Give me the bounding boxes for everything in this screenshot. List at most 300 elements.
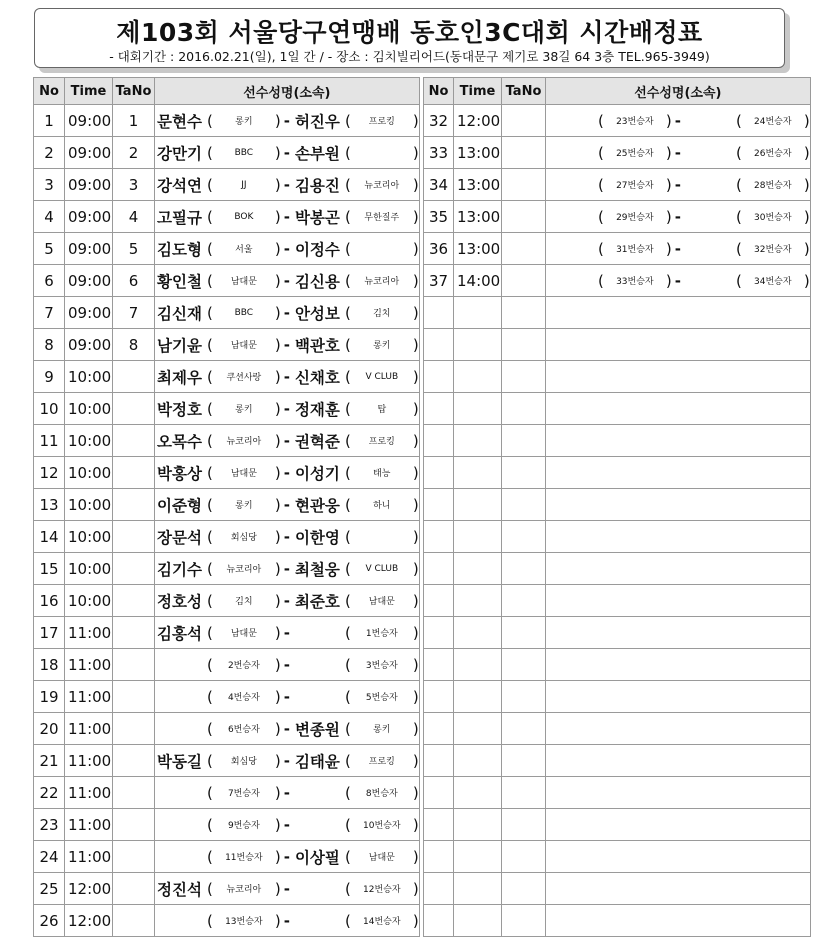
player1-name: 이준형 [157, 496, 202, 515]
table-row [424, 105, 811, 137]
match-players [155, 713, 420, 745]
close-paren: ) [274, 815, 281, 834]
table-number [113, 425, 155, 457]
player1-name: 김기수 [157, 560, 202, 579]
player2-club: 28번승자 [754, 181, 792, 191]
row-number: 36 [424, 233, 454, 265]
player-pair [546, 265, 810, 296]
empty-row [424, 777, 811, 809]
open-paren: ( [344, 239, 351, 258]
open-paren: ( [207, 303, 213, 322]
match-players [546, 137, 811, 169]
player2-club: 프로킹 [368, 117, 395, 127]
empty-cell [502, 873, 546, 905]
player1-club: 롱키 [235, 405, 253, 415]
player2-name: 최준호 [294, 592, 340, 611]
close-paren: ) [274, 495, 281, 514]
close-paren: ) [412, 527, 419, 546]
match-time: 11:00 [65, 745, 113, 777]
empty-cell [424, 553, 454, 585]
close-paren: ) [274, 111, 281, 130]
player2-club: 롱키 [373, 725, 391, 735]
player-pair [155, 201, 419, 232]
col-header-no: No [424, 78, 454, 105]
player2-name: 박봉곤 [294, 208, 340, 227]
row-number: 37 [424, 265, 454, 297]
player1-club: 23번승자 [616, 117, 654, 127]
match-time: 10:00 [65, 489, 113, 521]
close-paren: ) [274, 143, 281, 162]
match-time: 09:00 [65, 201, 113, 233]
row-number: 6 [34, 265, 65, 297]
player1-name: 김도형 [157, 240, 202, 259]
close-paren: ) [412, 207, 419, 226]
versus-dash: - [283, 879, 290, 898]
table-number [502, 201, 546, 233]
player-pair [155, 873, 419, 904]
empty-cell [424, 393, 454, 425]
player-pair [155, 393, 419, 424]
empty-cell [502, 457, 546, 489]
close-paren: ) [412, 271, 419, 290]
table-number [113, 489, 155, 521]
player2-name: 안성보 [294, 304, 340, 323]
table-number [113, 809, 155, 841]
empty-row [424, 521, 811, 553]
match-players [155, 809, 420, 841]
table-number [502, 169, 546, 201]
player2-club: 30번승자 [754, 213, 792, 223]
player1-club: 서울 [235, 245, 253, 255]
player2-club: 10번승자 [363, 821, 401, 831]
open-paren: ( [735, 207, 742, 226]
player-pair [155, 905, 419, 936]
versus-dash: - [283, 367, 290, 386]
match-players [155, 297, 420, 329]
close-paren: ) [412, 591, 419, 610]
open-paren: ( [207, 463, 213, 482]
player1-name: 김홍석 [157, 624, 202, 643]
match-time: 12:00 [65, 873, 113, 905]
player2-name: 현관웅 [294, 496, 340, 515]
close-paren: ) [803, 143, 810, 162]
match-players [155, 425, 420, 457]
table-number [113, 905, 155, 937]
table-row [34, 681, 420, 713]
player1-club: 29번승자 [616, 213, 654, 223]
open-paren: ( [344, 815, 351, 834]
match-players [155, 521, 420, 553]
close-paren: ) [274, 783, 281, 802]
title-box [34, 8, 785, 68]
open-paren: ( [207, 111, 213, 130]
close-paren: ) [274, 399, 281, 418]
close-paren: ) [412, 623, 419, 642]
player-pair [155, 489, 419, 520]
player1-club: BBC [234, 307, 254, 318]
player1-name: 고필규 [157, 208, 202, 227]
table-row [34, 265, 420, 297]
player1-name: 문현수 [157, 112, 202, 131]
empty-cell [546, 297, 811, 329]
close-paren: ) [412, 143, 419, 162]
open-paren: ( [207, 495, 213, 514]
close-paren: ) [412, 719, 419, 738]
player-pair [546, 137, 810, 168]
match-players [546, 169, 811, 201]
match-players [155, 265, 420, 297]
empty-cell [454, 809, 502, 841]
open-paren: ( [207, 719, 213, 738]
table-number [113, 745, 155, 777]
empty-cell [424, 297, 454, 329]
player2-club: 태능 [373, 469, 391, 479]
player2-club: 김치 [373, 309, 391, 319]
player1-club: 남대문 [230, 629, 257, 639]
empty-row [424, 425, 811, 457]
open-paren: ( [207, 687, 213, 706]
player1-name: 오목수 [157, 432, 202, 451]
table-row [34, 361, 420, 393]
player2-club: 뉴코리아 [364, 277, 400, 287]
empty-cell [424, 841, 454, 873]
table-number: 1 [113, 105, 155, 137]
col-header-players: 선수성명(소속) [155, 78, 420, 105]
empty-cell [546, 841, 811, 873]
player1-club: 27번승자 [616, 181, 654, 191]
versus-dash: - [674, 207, 681, 226]
row-number: 21 [34, 745, 65, 777]
empty-cell [454, 297, 502, 329]
open-paren: ( [207, 335, 213, 354]
table-number [113, 521, 155, 553]
open-paren: ( [207, 399, 213, 418]
open-paren: ( [598, 239, 604, 258]
match-time: 09:00 [65, 297, 113, 329]
empty-cell [502, 329, 546, 361]
open-paren: ( [344, 719, 351, 738]
table-number [113, 553, 155, 585]
player2-club: 12번승자 [363, 885, 401, 895]
close-paren: ) [274, 687, 281, 706]
row-number: 18 [34, 649, 65, 681]
player2-club: 프로킹 [368, 437, 395, 447]
player1-club: 남대문 [230, 277, 257, 287]
versus-dash: - [283, 175, 290, 194]
table-row [34, 201, 420, 233]
player-pair [155, 521, 419, 552]
player-pair [546, 105, 810, 136]
close-paren: ) [274, 911, 281, 930]
row-number: 20 [34, 713, 65, 745]
open-paren: ( [207, 815, 213, 834]
match-players [155, 745, 420, 777]
empty-cell [546, 777, 811, 809]
open-paren: ( [207, 239, 213, 258]
empty-cell [424, 489, 454, 521]
match-players [546, 233, 811, 265]
player2-name: 김용진 [294, 176, 340, 195]
player2-name: 정재훈 [294, 400, 340, 419]
player-pair [155, 425, 419, 456]
empty-row [424, 809, 811, 841]
empty-row [424, 297, 811, 329]
empty-cell [424, 745, 454, 777]
row-number: 11 [34, 425, 65, 457]
table-row [34, 745, 420, 777]
table-number [502, 105, 546, 137]
empty-cell [454, 649, 502, 681]
close-paren: ) [274, 879, 281, 898]
open-paren: ( [207, 783, 213, 802]
player-pair [546, 169, 810, 200]
player1-name: 최제우 [157, 368, 202, 387]
row-number: 24 [34, 841, 65, 873]
empty-cell [454, 873, 502, 905]
open-paren: ( [344, 143, 351, 162]
player1-name: 정진석 [157, 880, 202, 899]
versus-dash: - [283, 655, 290, 674]
match-time: 10:00 [65, 521, 113, 553]
empty-cell [502, 617, 546, 649]
empty-row [424, 457, 811, 489]
empty-cell [502, 681, 546, 713]
player1-club: 뉴코리아 [226, 885, 262, 895]
empty-cell [424, 329, 454, 361]
table-row [34, 489, 420, 521]
empty-cell [502, 521, 546, 553]
versus-dash: - [283, 207, 290, 226]
match-time: 11:00 [65, 617, 113, 649]
empty-cell [502, 777, 546, 809]
open-paren: ( [207, 911, 213, 930]
row-number: 9 [34, 361, 65, 393]
player-pair [155, 233, 419, 264]
player2-club: 34번승자 [754, 277, 792, 287]
empty-cell [424, 777, 454, 809]
row-number: 19 [34, 681, 65, 713]
open-paren: ( [207, 559, 213, 578]
match-time: 13:00 [454, 201, 502, 233]
close-paren: ) [412, 879, 419, 898]
open-paren: ( [598, 111, 604, 130]
match-time: 10:00 [65, 585, 113, 617]
player1-club: 뉴코리아 [226, 565, 262, 575]
empty-row [424, 713, 811, 745]
player2-club: V CLUB [365, 563, 399, 574]
table-number: 5 [113, 233, 155, 265]
col-header-no: No [34, 78, 65, 105]
player2-club: 24번승자 [754, 117, 792, 127]
open-paren: ( [207, 591, 213, 610]
versus-dash: - [283, 303, 290, 322]
empty-cell [546, 425, 811, 457]
close-paren: ) [412, 655, 419, 674]
match-players [155, 553, 420, 585]
row-number: 26 [34, 905, 65, 937]
close-paren: ) [412, 783, 419, 802]
empty-row [424, 841, 811, 873]
open-paren: ( [207, 879, 213, 898]
player2-club: 무한질주 [364, 213, 400, 223]
schedule-table-left [33, 77, 420, 937]
empty-cell [546, 809, 811, 841]
player1-club: 11번승자 [225, 853, 263, 863]
versus-dash: - [283, 239, 290, 258]
table-number [113, 649, 155, 681]
player1-name: 김신재 [157, 304, 202, 323]
empty-cell [502, 393, 546, 425]
table-row [34, 137, 420, 169]
table-row [34, 777, 420, 809]
open-paren: ( [344, 655, 351, 674]
match-time: 10:00 [65, 393, 113, 425]
match-players [546, 105, 811, 137]
versus-dash: - [674, 111, 681, 130]
empty-row [424, 745, 811, 777]
player-pair [155, 137, 419, 168]
table-row [424, 233, 811, 265]
close-paren: ) [412, 367, 419, 386]
player1-name: 장문석 [157, 528, 202, 547]
versus-dash: - [283, 463, 290, 482]
empty-cell [424, 873, 454, 905]
match-time: 11:00 [65, 841, 113, 873]
empty-cell [454, 329, 502, 361]
open-paren: ( [735, 143, 742, 162]
empty-cell [502, 713, 546, 745]
open-paren: ( [344, 111, 351, 130]
versus-dash: - [283, 783, 290, 802]
player-pair [155, 777, 419, 808]
player1-name: 남기윤 [157, 336, 202, 355]
table-row [34, 553, 420, 585]
open-paren: ( [344, 207, 351, 226]
close-paren: ) [412, 335, 419, 354]
player1-club: 남대문 [230, 341, 257, 351]
close-paren: ) [412, 687, 419, 706]
match-time: 13:00 [454, 137, 502, 169]
open-paren: ( [207, 271, 213, 290]
player2-club: 14번승자 [363, 917, 401, 927]
empty-cell [424, 649, 454, 681]
empty-row [424, 393, 811, 425]
close-paren: ) [274, 719, 281, 738]
empty-cell [502, 297, 546, 329]
close-paren: ) [412, 463, 419, 482]
player2-club: 남대문 [368, 853, 395, 863]
empty-cell [546, 873, 811, 905]
row-number: 3 [34, 169, 65, 201]
empty-cell [546, 553, 811, 585]
empty-cell [424, 457, 454, 489]
close-paren: ) [803, 207, 810, 226]
open-paren: ( [598, 175, 604, 194]
player1-club: 롱키 [235, 117, 253, 127]
player-pair [155, 713, 419, 744]
table-number: 2 [113, 137, 155, 169]
match-players [155, 457, 420, 489]
empty-cell [454, 521, 502, 553]
table-number [113, 457, 155, 489]
table-header-row [34, 78, 420, 105]
empty-cell [454, 745, 502, 777]
table-row [34, 425, 420, 457]
match-players [155, 201, 420, 233]
versus-dash: - [674, 175, 681, 194]
open-paren: ( [344, 175, 351, 194]
player1-name: 박홍상 [157, 464, 202, 483]
match-time: 12:00 [454, 105, 502, 137]
open-paren: ( [207, 751, 213, 770]
open-paren: ( [344, 527, 351, 546]
player1-club: 31번승자 [616, 245, 654, 255]
table-row [34, 105, 420, 137]
empty-row [424, 489, 811, 521]
row-number: 10 [34, 393, 65, 425]
table-number [113, 585, 155, 617]
player2-name: 백관호 [294, 336, 340, 355]
close-paren: ) [665, 239, 672, 258]
open-paren: ( [207, 367, 213, 386]
table-row [424, 169, 811, 201]
open-paren: ( [344, 783, 351, 802]
match-time: 11:00 [65, 713, 113, 745]
table-number [113, 713, 155, 745]
empty-cell [454, 393, 502, 425]
empty-row [424, 649, 811, 681]
open-paren: ( [598, 143, 604, 162]
empty-cell [424, 681, 454, 713]
player2-club: 탑 [377, 405, 387, 415]
table-number [113, 873, 155, 905]
row-number: 2 [34, 137, 65, 169]
empty-cell [546, 361, 811, 393]
table-row [34, 809, 420, 841]
close-paren: ) [274, 527, 281, 546]
versus-dash: - [283, 335, 290, 354]
empty-cell [424, 425, 454, 457]
col-header-players: 선수성명(소속) [546, 78, 811, 105]
open-paren: ( [207, 175, 213, 194]
versus-dash: - [283, 847, 290, 866]
versus-dash: - [283, 527, 290, 546]
table-row [34, 713, 420, 745]
table-row [34, 617, 420, 649]
player2-name: 변종원 [294, 720, 340, 739]
close-paren: ) [274, 591, 281, 610]
empty-cell [546, 649, 811, 681]
row-number: 4 [34, 201, 65, 233]
table-number: 4 [113, 201, 155, 233]
player1-club: 13번승자 [225, 917, 263, 927]
match-players [155, 905, 420, 937]
empty-cell [454, 681, 502, 713]
versus-dash: - [283, 559, 290, 578]
open-paren: ( [735, 111, 742, 130]
table-number [502, 137, 546, 169]
close-paren: ) [803, 271, 810, 290]
row-number: 8 [34, 329, 65, 361]
empty-cell [546, 713, 811, 745]
row-number: 16 [34, 585, 65, 617]
player2-name: 이정수 [294, 240, 340, 259]
player-pair [546, 233, 810, 264]
row-number: 17 [34, 617, 65, 649]
table-row [424, 201, 811, 233]
player1-club: 9번승자 [227, 821, 260, 831]
close-paren: ) [274, 271, 281, 290]
